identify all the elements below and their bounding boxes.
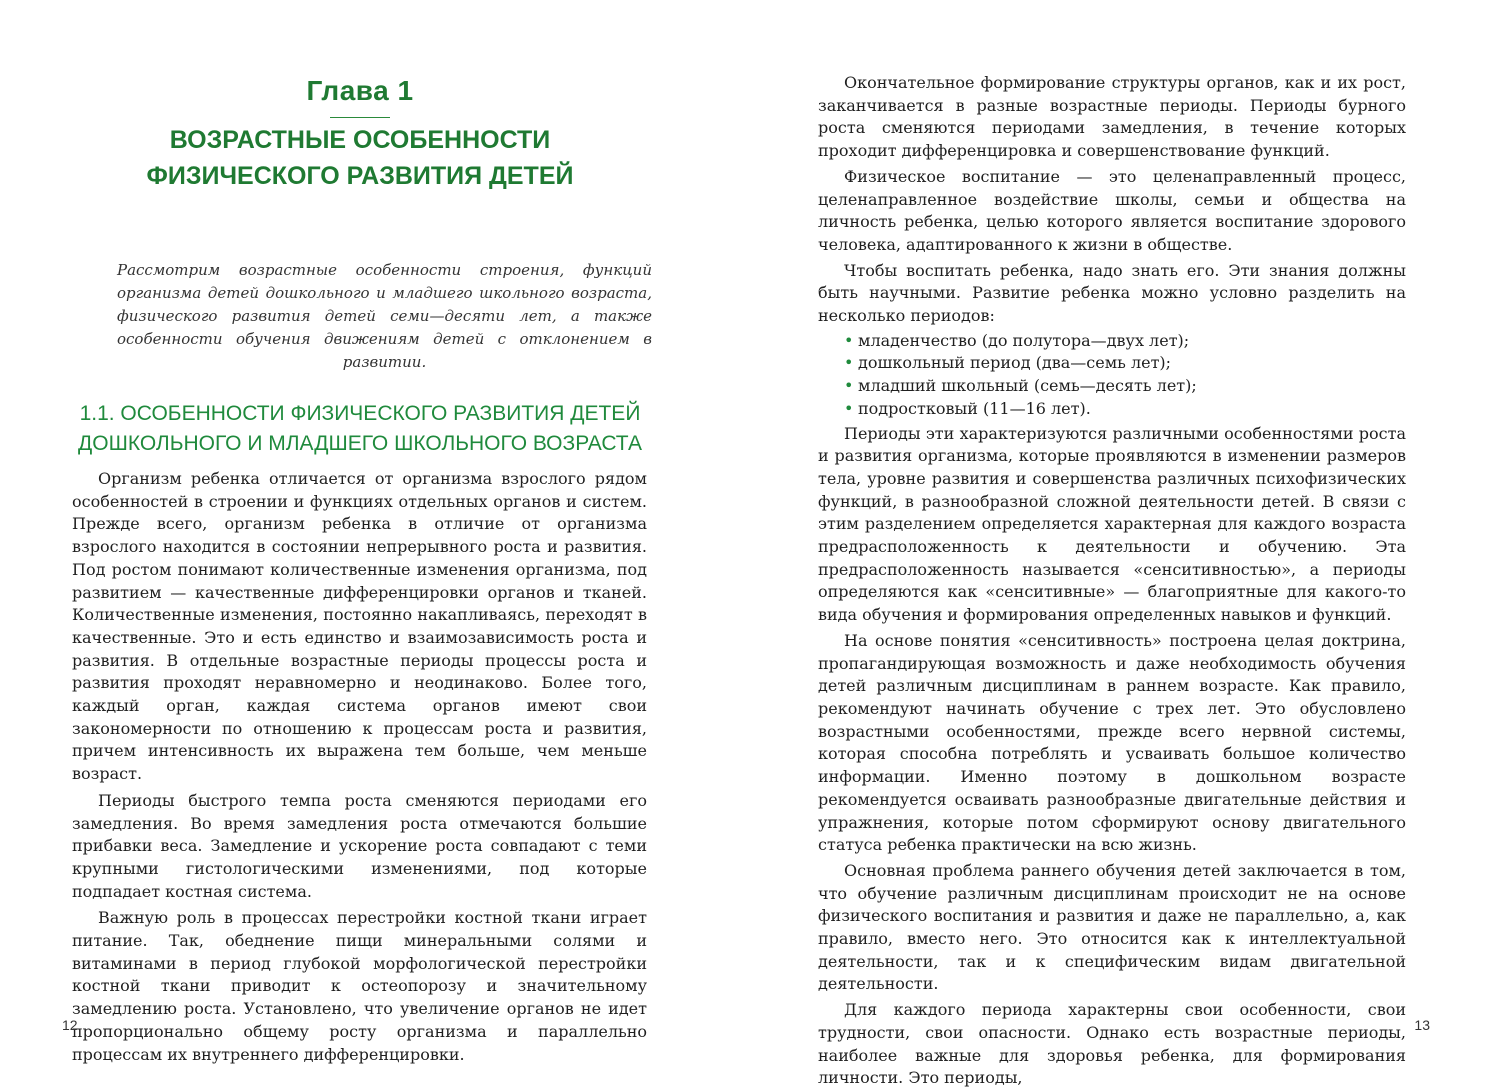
page-number-left: 12 (62, 1017, 78, 1033)
paragraph: Основная проблема раннего обучения детей заключается в том, что обучение различным дисциплинам происходит не на основе физического воспитания и развития и даже не параллельно, а, как правило, вместо него. Это относится как к интеллектуальной деятельности, так и к специфическим видам двигательной деятельности. (818, 860, 1406, 994)
list-item-text: подростковый (11—16 лет). (858, 398, 1091, 418)
left-body-text (72, 468, 647, 1066)
bullet-icon: • (844, 398, 854, 418)
list-item-text: младенчество (до полутора—двух лет); (858, 330, 1190, 350)
list-item (844, 375, 1406, 398)
paragraph: Периоды эти характеризуются различными особенностями роста и развития организма, которые проявляются в изменении размеров тела, уровне развития и совершенства различных психофизических функций, в разнообразной сложной деятельности детей. В связи с этим разделением определяется характерная для каждого возраста предрасположенность к деятельности и обучению. Эта предрасположенность называется «сенситивностью», а периоды определяются как «сенситивные» — благоприятные для какого-то вида обучения и формирования определенных навыков и функций. (818, 423, 1406, 625)
paragraph: На основе понятия «сенситивность» построена целая доктрина, пропагандирующая возможность и даже необходимость обучения детей различным дисциплинам в раннем возрасте. Как правило, рекомендуют начинать обучение с трех лет. Это обусловлено возрастными особенностями, прежде всего нервной системы, которая способна потреблять и усваивать большое количество информации. Именно поэтому в дошкольном возрасте рекомендуется осваивать разнообразные двигательные действия и упражнения, которые потом сформируют основу двигательного статуса ребенка практически на всю жизнь. (818, 630, 1406, 855)
chapter-title-line: ВОЗРАСТНЫЕ ОСОБЕННОСТИ (169, 126, 551, 154)
age-periods-list (818, 330, 1406, 421)
paragraph: Чтобы воспитать ребенка, надо знать его. Эти знания должны быть научными. Развитие ребенка можно условно разделить на несколько периодов: (818, 260, 1406, 326)
list-item (844, 398, 1406, 421)
bullet-icon: • (844, 330, 854, 350)
list-item (844, 352, 1406, 375)
left-page (0, 0, 744, 1080)
paragraph: Для каждого периода характерны свои особенности, свои трудности, свои опасности. Однако есть возрастные периоды, наиболее важные для здоровья ребенка, для формирования личности. Это периоды, (818, 1000, 1406, 1088)
chapter-divider (330, 117, 390, 118)
section-title-line: ДОШКОЛЬНОГО И МЛАДШЕГО ШКОЛЬНОГО ВОЗРАСТА (78, 432, 642, 455)
chapter-title-line: ФИЗИЧЕСКОГО РАЗВИТИЯ ДЕТЕЙ (146, 162, 574, 190)
paragraph: Важную роль в процессах перестройки костной ткани играет питание. Так, обеднение пищи минеральными солями и витаминами в период глубокой морфологической перестройки костной ткани приводит к остеопорозу и значительному замедлению роста. Установлено, что увеличение органов не идет пропорционально общему росту организма и параллельно процессам их внутреннего дифференцировки. (72, 908, 647, 1064)
paragraph: Организм ребенка отличается от организма взрослого рядом особенностей в строении и функциях отдельных органов и систем. Прежде всего, организм ребенка в отличие от организма взрослого находится в состоянии непрерывного роста и развития. Под ростом понимают количественные изменения организма, под развитием — качественные дифференцировки органов и тканей. Количественные изменения, постоянно накапливаясь, переходят в качественные. Это и есть единство и взаимозависимость роста и развития. В отдельные возрастные периоды процессы роста и развития проходят неравномерно и неодинаково. Более того, каждый орган, каждая система органов имеют свои закономерности по отношению к процессам роста и развития, причем интенсивность их выражена тем больше, чем меньше возраст. (72, 469, 647, 784)
right-page (744, 0, 1488, 1088)
list-item-text: младший школьный (семь—десять лет); (858, 376, 1197, 396)
list-item (844, 330, 1406, 353)
paragraph: Периоды быстрого темпа роста сменяются периодами его замедления. Во время замедления роста отмечаются большие прибавки веса. Замедление и ускорение роста совпадают с теми крупными гистологическими изменениями, под которые подпадает костная система. (72, 790, 647, 901)
paragraph: Окончательное формирование структуры органов, как и их рост, заканчивается в разные возрастные периоды. Периоды бурного роста сменяются периодами замедления, в течение которых проходит дифференцировка и совершенствование функций. (818, 73, 1406, 161)
bullet-icon: • (844, 376, 854, 396)
section-title-line: 1.1. ОСОБЕННОСТИ ФИЗИЧЕСКОГО РАЗВИТИЯ ДЕТЕЙ (79, 402, 641, 425)
right-body-text (818, 72, 1406, 1090)
page-number-right: 13 (1414, 1017, 1430, 1033)
chapter-title (0, 122, 720, 194)
bullet-icon: • (844, 353, 854, 373)
chapter-label: Глава 1 (306, 75, 414, 106)
chapter-abstract: Рассмотрим возрастные особенности строения, функций организма детей дошкольного и младшего школьного возраста, физического развития детей семи—десяти лет, а также особенности обучения движениям детей с отклонением в развитии. (117, 261, 652, 371)
section-title (0, 399, 720, 459)
paragraph: Физическое воспитание — это целенаправленный процесс, целенаправленное воздействие школы, семьи и общества на личность ребенка, целью которого является воспитание здорового человека, адаптированного к жизни в обществе. (818, 166, 1406, 254)
list-item-text: дошкольный период (два—семь лет); (858, 353, 1172, 373)
